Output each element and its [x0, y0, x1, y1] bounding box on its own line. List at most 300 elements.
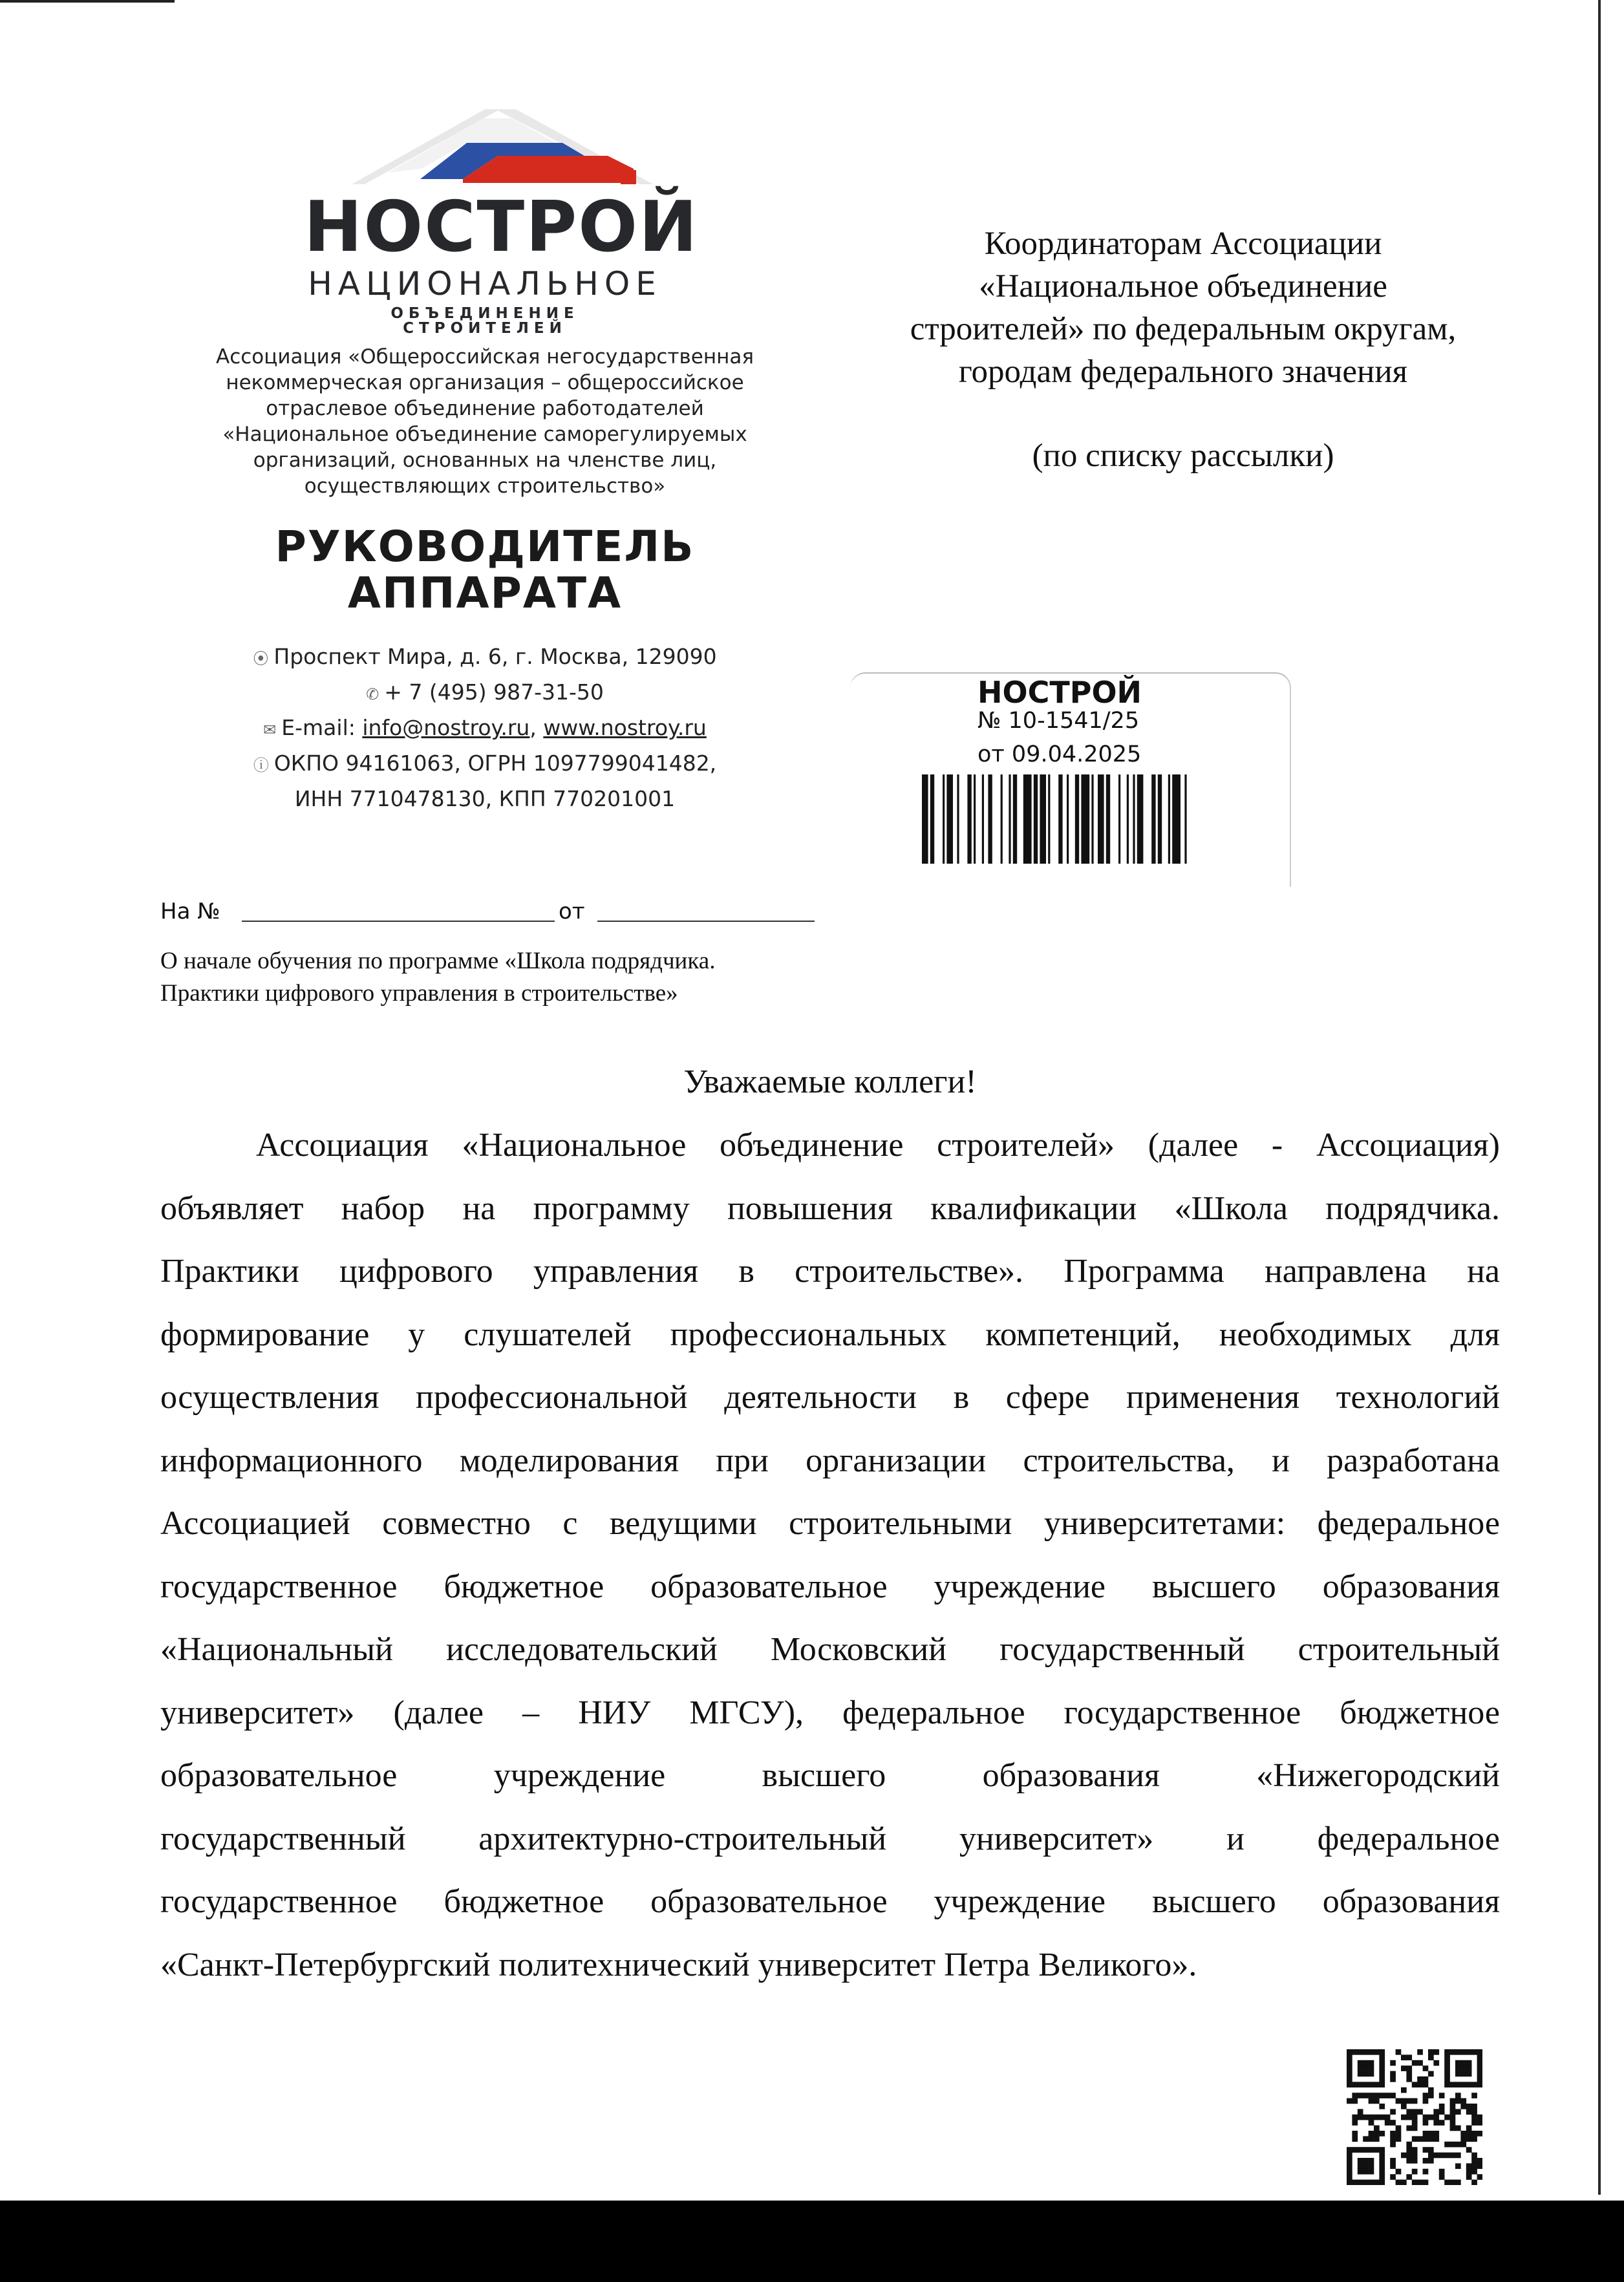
qr-module: [1406, 2115, 1412, 2120]
qr-module: [1460, 2131, 1466, 2137]
qr-module: [1455, 2109, 1461, 2115]
barcode-bar: [1048, 774, 1050, 864]
qr-module: [1412, 2169, 1418, 2175]
barcode-bar: [1106, 774, 1110, 864]
logo-wordmark: НОСТРОЙ: [304, 187, 699, 268]
qr-module: [1347, 2174, 1352, 2180]
qr-module: [1363, 2169, 1369, 2175]
qr-module: [1444, 2076, 1450, 2082]
qr-module: [1428, 2054, 1434, 2060]
qr-module: [1417, 2082, 1423, 2087]
qr-module: [1455, 2065, 1461, 2071]
qr-module: [1471, 2049, 1477, 2055]
qr-module: [1396, 2098, 1402, 2104]
reference-number-label: На №: [160, 899, 220, 924]
registry-line-1: [207, 747, 763, 782]
qr-module: [1417, 2060, 1423, 2066]
qr-module: [1450, 2098, 1456, 2104]
qr-module: [1379, 2147, 1385, 2153]
qr-module: [1450, 2082, 1456, 2087]
qr-module: [1390, 2109, 1396, 2115]
barcode-bar: [974, 774, 976, 864]
qr-module: [1369, 2169, 1374, 2175]
qr-module: [1369, 2163, 1374, 2169]
barcode-bar: [1091, 774, 1093, 864]
barcode-bar: [988, 774, 992, 864]
qr-module: [1363, 2136, 1369, 2142]
qr-module: [1417, 2076, 1423, 2082]
addressee-line: строителей» по федеральным округам,: [910, 311, 1457, 347]
website-link[interactable]: www.nostroy.ru: [543, 715, 707, 740]
qr-module: [1450, 2180, 1456, 2185]
barcode-bar: [1098, 774, 1104, 864]
body-line: Практики цифрового управления в строительстве». Программа направлена на: [160, 1253, 1500, 1290]
qr-module: [1444, 2180, 1450, 2185]
qr-module: [1406, 2054, 1412, 2060]
qr-module: [1477, 2131, 1482, 2137]
qr-module: [1401, 2054, 1407, 2060]
qr-module: [1352, 2136, 1358, 2142]
qr-module: [1450, 2153, 1456, 2159]
qr-module: [1460, 2071, 1466, 2077]
qr-module: [1390, 2120, 1396, 2126]
qr-module: [1390, 2158, 1396, 2164]
qr-module: [1439, 2153, 1445, 2159]
barcode-bar: [957, 774, 959, 864]
body-line: информационного моделирования при организации строительства, и разработана: [160, 1442, 1500, 1479]
qr-module: [1477, 2049, 1482, 2055]
qr-module: [1374, 2131, 1380, 2137]
qr-module: [1455, 2126, 1461, 2131]
barcode-bar: [946, 774, 953, 864]
barcode-bar: [1151, 774, 1155, 864]
qr-module: [1471, 2082, 1477, 2087]
barcode-bar: [1013, 774, 1017, 864]
organization-description: [194, 344, 776, 499]
stamp-date: от 09.04.2025: [978, 741, 1142, 767]
org-desc-line: Ассоциация «Общероссийская негосударственная: [215, 345, 754, 368]
qr-module: [1412, 2109, 1418, 2115]
barcode-bar: [1034, 774, 1038, 864]
info-icon: ⓘ: [253, 756, 269, 774]
qr-module: [1369, 2060, 1374, 2066]
qr-module: [1471, 2131, 1477, 2137]
qr-module: [1352, 2131, 1358, 2137]
letter-body: [160, 1126, 1500, 2009]
qr-module: [1455, 2071, 1461, 2077]
barcode-bar: [1081, 774, 1089, 864]
reference-number-blank: [242, 921, 555, 922]
qr-module: [1439, 2120, 1445, 2126]
contact-block: [207, 640, 763, 816]
qr-module: [1352, 2115, 1358, 2120]
email-label: E-mail:: [281, 715, 363, 740]
reference-date-label: от: [559, 899, 585, 924]
qr-module: [1455, 2082, 1461, 2087]
qr-module: [1460, 2098, 1466, 2104]
qr-module: [1477, 2071, 1482, 2077]
barcode-bar: [922, 774, 928, 864]
qr-module: [1406, 2071, 1412, 2077]
qr-module: [1428, 2158, 1434, 2164]
qr-module: [1379, 2104, 1385, 2109]
scan-top-rule: [0, 0, 175, 3]
qr-module: [1358, 2169, 1363, 2175]
qr-module: [1471, 2158, 1477, 2164]
qr-module: [1428, 2093, 1434, 2098]
role-title-line: АППАРАТА: [347, 568, 623, 618]
qr-module: [1374, 2180, 1380, 2185]
qr-module: [1466, 2147, 1472, 2153]
qr-module: [1369, 2115, 1374, 2120]
qr-module: [1433, 2049, 1439, 2055]
scan-bottom-band: [0, 2201, 1624, 2282]
qr-module: [1363, 2065, 1369, 2071]
barcode-bar: [1001, 774, 1003, 864]
phone-icon: ✆: [366, 685, 379, 703]
qr-module: [1412, 2158, 1418, 2164]
qr-module: [1455, 2049, 1461, 2055]
qr-module: [1406, 2098, 1412, 2104]
logo-subtitle-builders: ОБЪЕДИНЕНИЕ СТРОИТЕЛЕЙ: [390, 305, 579, 337]
qr-module: [1352, 2120, 1358, 2126]
barcode-bar: [982, 774, 984, 864]
body-line: формирование у слушателей профессиональных компетенций, необходимых для: [160, 1316, 1500, 1353]
qr-module: [1363, 2163, 1369, 2169]
qr-module: [1379, 2060, 1385, 2066]
qr-module: [1379, 2174, 1385, 2180]
qr-module: [1358, 2065, 1363, 2071]
qr-module: [1401, 2153, 1407, 2159]
qr-module: [1379, 2163, 1385, 2169]
qr-module: [1460, 2065, 1466, 2071]
qr-module: [1460, 2060, 1466, 2066]
qr-module: [1412, 2060, 1418, 2066]
qr-module: [1401, 2180, 1407, 2185]
qr-module: [1444, 2082, 1450, 2087]
qr-module: [1423, 2115, 1429, 2120]
qr-module: [1423, 2082, 1429, 2087]
qr-module: [1369, 2093, 1374, 2098]
qr-module: [1444, 2142, 1450, 2148]
qr-module: [1369, 2131, 1374, 2137]
qr-module: [1363, 2180, 1369, 2185]
qr-module: [1444, 2049, 1450, 2055]
logo-roof-flag: [349, 107, 653, 197]
barcode-bar: [1058, 774, 1062, 864]
qr-module: [1352, 2098, 1358, 2104]
qr-module: [1477, 2115, 1482, 2120]
qr-module: [1358, 2180, 1363, 2185]
qr-module: [1379, 2049, 1385, 2055]
address-text: Проспект Мира, д. 6, г. Москва, 129090: [273, 644, 717, 669]
qr-module: [1433, 2060, 1439, 2066]
qr-module: [1396, 2136, 1402, 2142]
qr-module: [1369, 2098, 1374, 2104]
registry-text-1: ОКПО 94161063, ОГРН 1097799041482,: [273, 751, 717, 776]
org-desc-line: осуществляющих строительство»: [304, 475, 666, 498]
qr-module: [1477, 2054, 1482, 2060]
qr-module: [1417, 2180, 1423, 2185]
qr-module: [1460, 2104, 1466, 2109]
qr-module: [1374, 2082, 1380, 2087]
qr-module: [1417, 2136, 1423, 2142]
qr-module: [1406, 2076, 1412, 2082]
qr-module: [1412, 2147, 1418, 2153]
qr-module: [1433, 2115, 1439, 2120]
qr-module: [1358, 2060, 1363, 2066]
qr-module: [1466, 2163, 1472, 2169]
qr-module: [1363, 2093, 1369, 2098]
qr-module: [1379, 2158, 1385, 2164]
addressee-line: «Национальное объединение: [979, 268, 1387, 304]
qr-module: [1466, 2126, 1472, 2131]
qr-module: [1423, 2093, 1429, 2098]
sender-role-title: [246, 524, 724, 617]
stamp-org: НОСТРОЙ: [978, 675, 1142, 710]
qr-module: [1477, 2174, 1482, 2180]
qr-module: [1401, 2087, 1407, 2093]
qr-module: [1450, 2120, 1456, 2126]
qr-module: [1396, 2180, 1402, 2185]
qr-module: [1347, 2180, 1352, 2185]
qr-module: [1412, 2136, 1418, 2142]
qr-module: [1423, 2169, 1429, 2175]
stamp-number: № 10-1541/25: [978, 708, 1140, 734]
qr-module: [1423, 2076, 1429, 2082]
qr-module: [1466, 2174, 1472, 2180]
qr-module: [1379, 2180, 1385, 2185]
barcode-bar: [1137, 774, 1144, 864]
qr-module: [1396, 2131, 1402, 2137]
qr-module: [1390, 2131, 1396, 2137]
qr-module: [1428, 2049, 1434, 2055]
qr-module: [1417, 2049, 1423, 2055]
qr-module: [1428, 2131, 1434, 2137]
qr-module: [1444, 2054, 1450, 2060]
qr-module: [1439, 2169, 1445, 2175]
qr-module: [1466, 2136, 1472, 2142]
body-line: образовательное учреждение высшего образования «Нижегородский: [160, 1757, 1500, 1794]
qr-module: [1466, 2169, 1472, 2175]
qr-module: [1477, 2158, 1482, 2164]
address-line: [207, 640, 763, 676]
qr-module: [1433, 2136, 1439, 2142]
qr-module: [1352, 2093, 1358, 2098]
qr-module: [1406, 2174, 1412, 2180]
qr-module: [1374, 2136, 1380, 2142]
qr-module: [1358, 2071, 1363, 2077]
email-link[interactable]: info@nostroy.ru: [362, 715, 530, 740]
qr-module: [1369, 2180, 1374, 2185]
qr-module: [1401, 2115, 1407, 2120]
barcode-bar: [943, 774, 945, 864]
qr-module: [1455, 2180, 1461, 2185]
qr-module: [1406, 2065, 1412, 2071]
qr-module: [1423, 2147, 1429, 2153]
qr-module: [1369, 2071, 1374, 2077]
qr-module: [1396, 2126, 1402, 2131]
qr-module: [1412, 2180, 1418, 2185]
qr-module: [1428, 2136, 1434, 2142]
qr-module: [1347, 2071, 1352, 2077]
qr-module: [1433, 2153, 1439, 2159]
qr-module: [1412, 2153, 1418, 2159]
subject-line: О начале обучения по программе «Школа подрядчика.: [160, 948, 716, 974]
barcode-bar: [1075, 774, 1079, 864]
body-line: «Национальный исследовательский Московский государственный строительный: [160, 1631, 1500, 1668]
qr-module: [1358, 2163, 1363, 2169]
body-line: государственное бюджетное образовательное учреждение высшего образования: [160, 1883, 1500, 1920]
qr-module: [1477, 2163, 1482, 2169]
qr-module: [1374, 2126, 1380, 2131]
qr-module: [1406, 2147, 1412, 2153]
qr-module: [1471, 2163, 1477, 2169]
qr-module: [1369, 2136, 1374, 2142]
qr-module: [1379, 2082, 1385, 2087]
qr-module: [1369, 2082, 1374, 2087]
qr-module: [1471, 2180, 1477, 2185]
qr-module: [1363, 2158, 1369, 2164]
qr-module: [1444, 2071, 1450, 2077]
qr-module: [1471, 2169, 1477, 2175]
qr-module: [1439, 2174, 1445, 2180]
qr-module: [1460, 2049, 1466, 2055]
qr-module: [1423, 2136, 1429, 2142]
qr-module: [1401, 2098, 1407, 2104]
qr-module: [1369, 2049, 1374, 2055]
qr-module: [1379, 2169, 1385, 2175]
qr-module: [1358, 2082, 1363, 2087]
qr-module: [1352, 2147, 1358, 2153]
barcode-bar: [1023, 774, 1032, 864]
qr-module: [1347, 2076, 1352, 2082]
qr-module: [1423, 2158, 1429, 2164]
qr-module: [1477, 2082, 1482, 2087]
qr-module: [1396, 2169, 1402, 2175]
body-line: объявляет набор на программу повышения квалификации «Школа подрядчика.: [160, 1189, 1500, 1227]
body-line: «Санкт-Петербургский политехнический университет Петра Великого».: [160, 1946, 1197, 1983]
qr-module: [1379, 2131, 1385, 2137]
qr-module: [1444, 2115, 1450, 2120]
body-line: университет» (далее – НИУ МГСУ), федеральное государственное бюджетное: [160, 1694, 1500, 1731]
qr-module: [1406, 2153, 1412, 2159]
barcode: [921, 774, 1196, 864]
qr-module: [1385, 2120, 1391, 2126]
qr-module: [1401, 2104, 1407, 2109]
scan-right-edge: [1598, 0, 1601, 2195]
qr-module: [1466, 2131, 1472, 2137]
qr-module: [1358, 2109, 1363, 2115]
addressee-line: городам федерального значения: [958, 354, 1408, 390]
body-line: государственный архитектурно-строительный университет» и федеральное: [160, 1820, 1500, 1857]
qr-module: [1390, 2142, 1396, 2148]
qr-module: [1428, 2147, 1434, 2153]
qr-module: [1347, 2163, 1352, 2169]
email-icon: ✉: [263, 721, 277, 739]
body-line: Ассоциация «Национальное объединение строителей» (далее - Ассоциация): [256, 1127, 1500, 1164]
qr-module: [1352, 2082, 1358, 2087]
qr-module: [1428, 2153, 1434, 2159]
reference-date-blank: [597, 921, 815, 922]
qr-module: [1412, 2120, 1418, 2126]
qr-module: [1423, 2098, 1429, 2104]
qr-module: [1379, 2093, 1385, 2098]
qr-module: [1450, 2049, 1456, 2055]
qr-module: [1363, 2060, 1369, 2066]
qr-module: [1369, 2158, 1374, 2164]
salutation: Уважаемые коллеги!: [683, 1063, 977, 1100]
org-desc-line: «Национальное объединение саморегулируемых: [222, 423, 747, 446]
logo-subtitle-national: НАЦИОНАЛЬНОЕ: [308, 265, 662, 303]
qr-module: [1466, 2104, 1472, 2109]
qr-module: [1471, 2120, 1477, 2126]
qr-module: [1379, 2076, 1385, 2082]
qr-module: [1406, 2142, 1412, 2148]
qr-module: [1471, 2153, 1477, 2159]
qr-module: [1444, 2060, 1450, 2066]
qr-module: [1450, 2109, 1456, 2115]
mailing-list-note: (по списку рассылки): [1032, 438, 1334, 474]
qr-module: [1439, 2109, 1445, 2115]
qr-module: [1444, 2153, 1450, 2159]
qr-module: [1385, 2115, 1391, 2120]
qr-module: [1460, 2142, 1466, 2148]
barcode-bar: [1172, 774, 1181, 864]
qr-module: [1471, 2115, 1477, 2120]
qr-module: [1471, 2093, 1477, 2098]
phone-text: + 7 (495) 987-31-50: [384, 679, 604, 705]
qr-module: [1406, 2126, 1412, 2131]
addressee-line: Координаторам Ассоциации: [984, 226, 1382, 262]
qr-module: [1390, 2136, 1396, 2142]
qr-module: [1390, 2093, 1396, 2098]
qr-code: [1347, 2049, 1482, 2185]
qr-module: [1347, 2065, 1352, 2071]
barcode-bar: [1118, 774, 1120, 864]
reference-line: [160, 895, 820, 927]
qr-module: [1358, 2093, 1363, 2098]
qr-module: [1374, 2093, 1380, 2098]
org-desc-line: организаций, основанных на членстве лиц,: [253, 449, 717, 472]
qr-module: [1455, 2142, 1461, 2148]
qr-module: [1390, 2163, 1396, 2169]
qr-module: [1466, 2082, 1472, 2087]
qr-module: [1352, 2049, 1358, 2055]
body-line: государственное бюджетное образовательное учреждение высшего образования: [160, 1568, 1500, 1605]
qr-module: [1358, 2115, 1363, 2120]
qr-module: [1374, 2115, 1380, 2120]
qr-module: [1455, 2093, 1461, 2098]
qr-module: [1471, 2104, 1477, 2109]
qr-module: [1347, 2158, 1352, 2164]
barcode-bar: [930, 774, 934, 864]
qr-module: [1347, 2060, 1352, 2066]
role-title-line: РУКОВОДИТЕЛЬ: [275, 522, 695, 571]
body-line: Ассоциацией совместно с ведущими строительными университетами: федеральное: [160, 1505, 1500, 1542]
qr-module: [1379, 2115, 1385, 2120]
qr-module: [1406, 2109, 1412, 2115]
qr-module: [1412, 2115, 1418, 2120]
qr-module: [1347, 2082, 1352, 2087]
qr-module: [1358, 2158, 1363, 2164]
addressee-block: [840, 222, 1526, 393]
qr-module: [1450, 2142, 1456, 2148]
qr-module: [1455, 2163, 1461, 2169]
qr-module: [1477, 2120, 1482, 2126]
qr-module: [1379, 2153, 1385, 2159]
qr-module: [1471, 2109, 1477, 2115]
